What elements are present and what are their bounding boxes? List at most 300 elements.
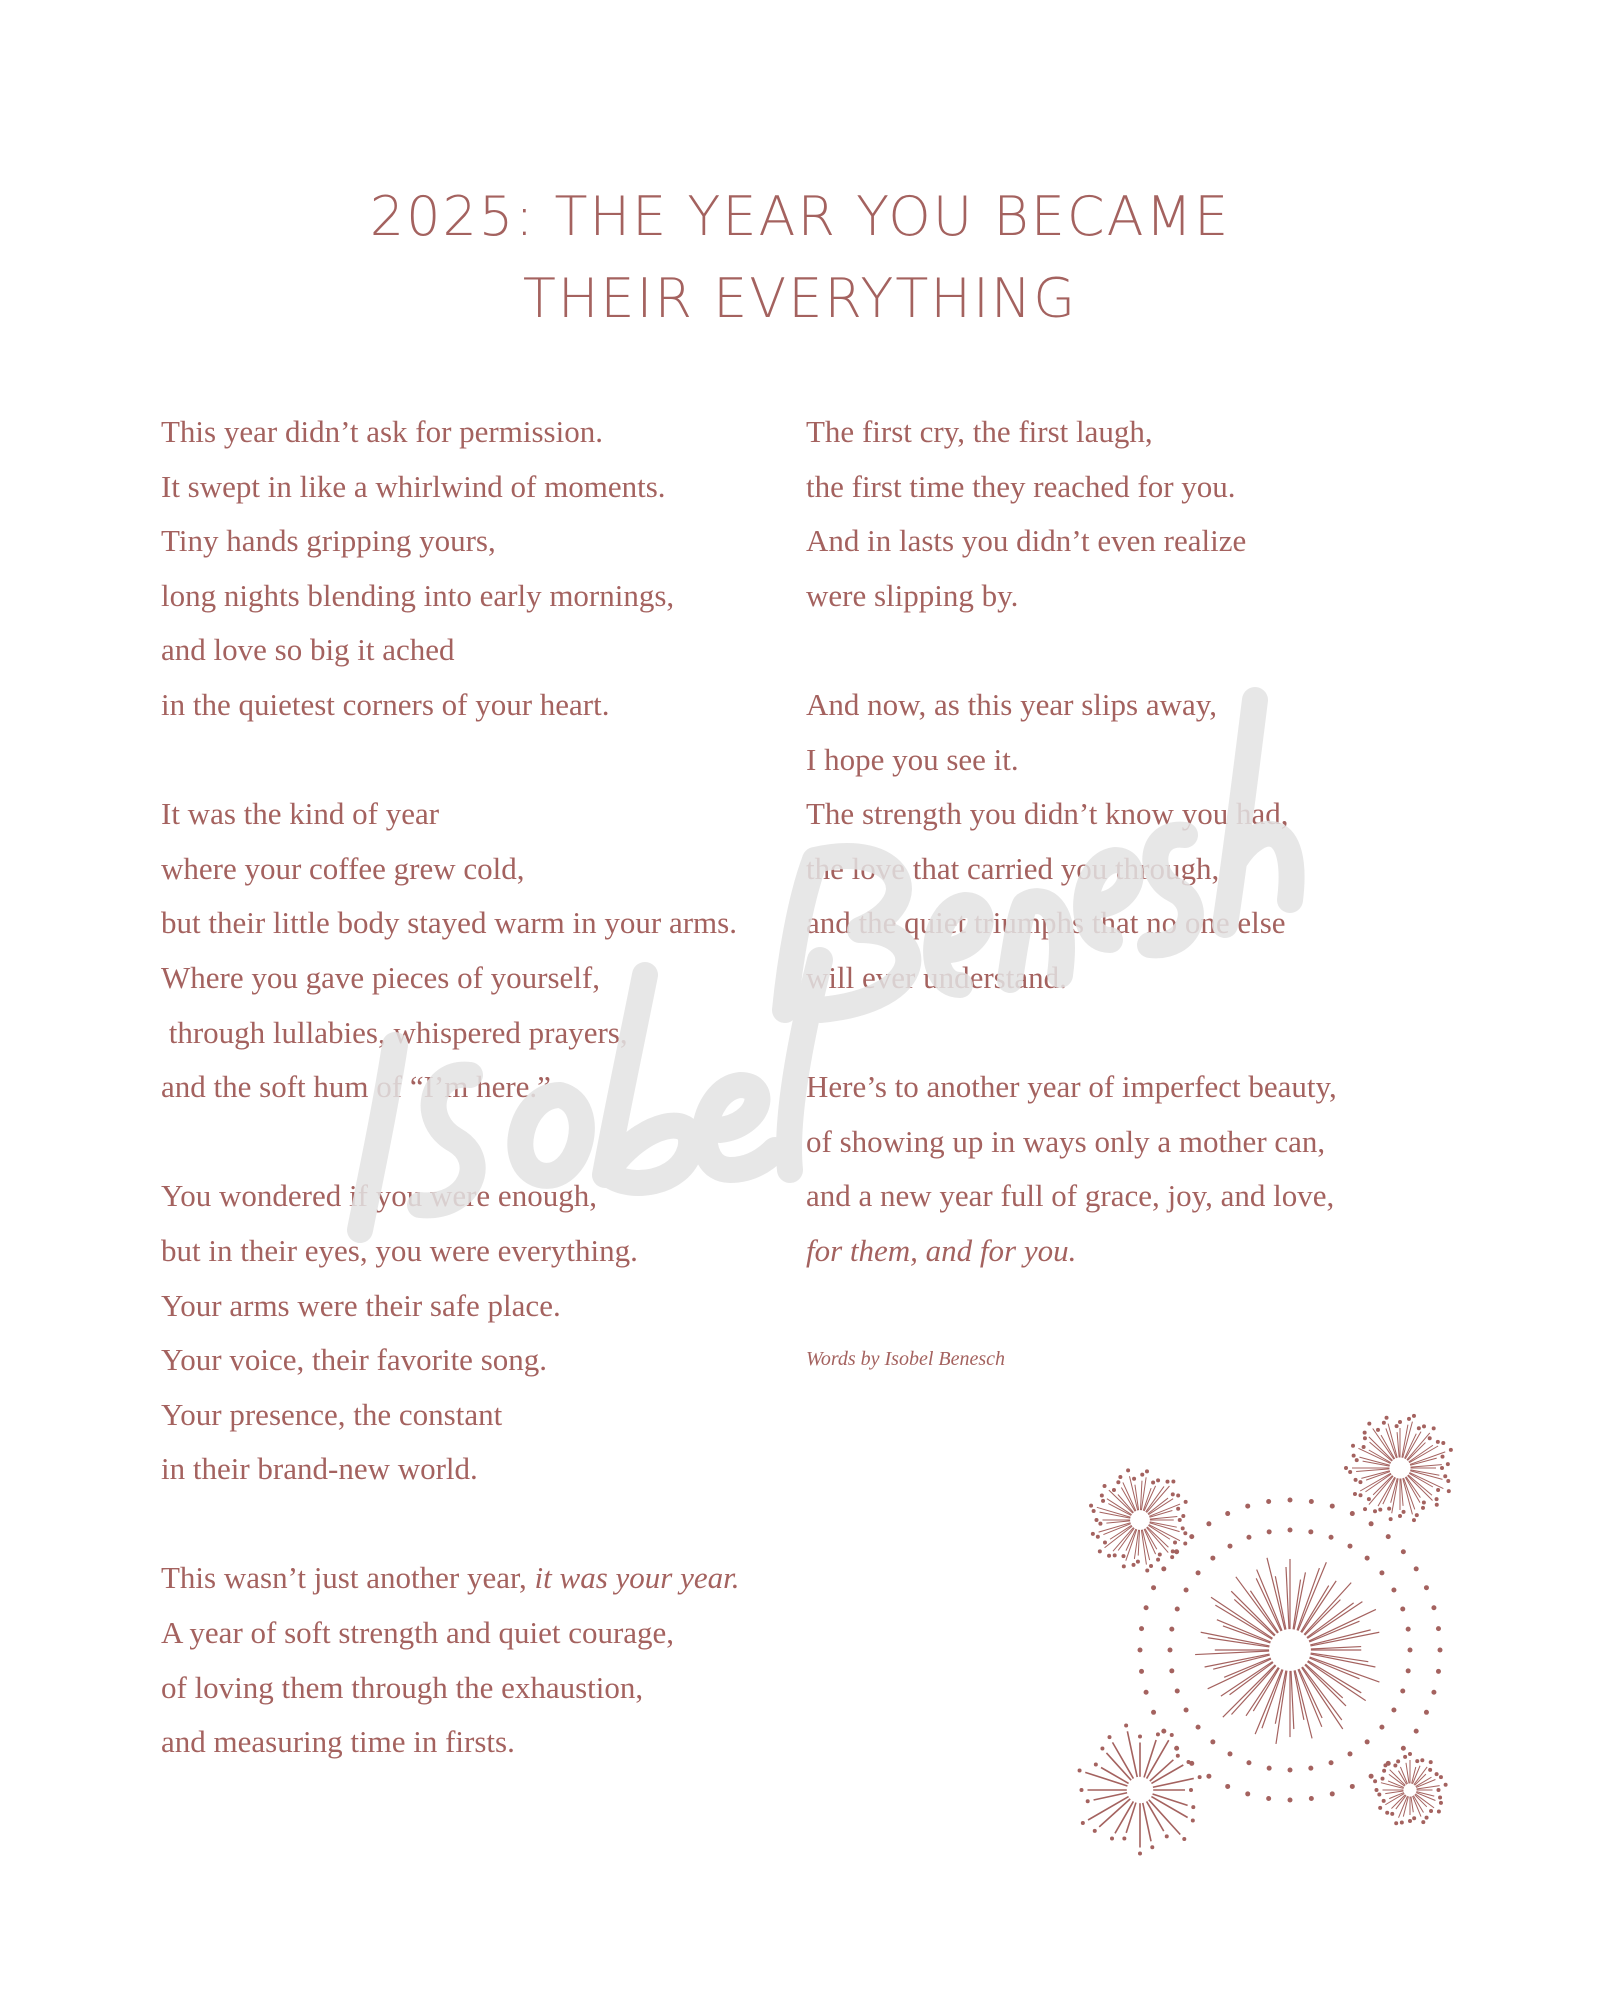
- firework-spark: [1367, 1422, 1371, 1426]
- firework-ray: [1246, 1667, 1278, 1715]
- firework-spark: [1246, 1760, 1251, 1765]
- firework-spark: [1266, 1796, 1271, 1801]
- firework-ray: [1099, 1799, 1130, 1827]
- firework-spark: [1122, 1837, 1126, 1841]
- firework-spark: [1140, 1473, 1144, 1477]
- firework-ray: [1302, 1581, 1337, 1633]
- firework-spark: [1378, 1806, 1382, 1810]
- firework-spark: [1449, 1448, 1453, 1452]
- firework-spark: [1206, 1521, 1211, 1526]
- firework-spark: [1421, 1506, 1425, 1510]
- poem-line: [161, 1551, 801, 1606]
- firework-spark: [1288, 1498, 1293, 1503]
- firework-spark: [1158, 1552, 1162, 1556]
- poem-right-column: [806, 405, 1426, 1333]
- firework-spark: [1184, 1708, 1189, 1713]
- firework-spark: [1424, 1710, 1429, 1715]
- firework-spark: [1266, 1499, 1271, 1504]
- firework-spark: [1144, 1690, 1149, 1695]
- page-title: [0, 176, 1600, 340]
- poem-line: Here’s to another year of imperfect beauty,: [806, 1069, 1337, 1105]
- poem-line: It was the kind of year: [161, 796, 440, 832]
- firework-spark: [1184, 1500, 1188, 1504]
- firework-spark: [1156, 1732, 1160, 1736]
- firework-spark: [1103, 1484, 1107, 1488]
- firework-spark: [1144, 1605, 1149, 1610]
- poem-line: Your voice, their favorite song.: [161, 1342, 548, 1378]
- firework-spark: [1352, 1454, 1356, 1458]
- firework-spark: [1171, 1492, 1175, 1496]
- firework-ray: [1404, 1478, 1415, 1509]
- firework-spark: [1435, 1503, 1439, 1507]
- title-line-2: THEIR EVERYTHING: [522, 267, 1078, 330]
- firework-spark: [1191, 1819, 1195, 1823]
- firework-spark: [1174, 1746, 1179, 1751]
- firework-spark: [1168, 1648, 1173, 1653]
- firework-spark: [1228, 1751, 1233, 1756]
- firework-ray: [1385, 1791, 1403, 1794]
- firework-spark: [1086, 1799, 1090, 1803]
- firework-spark: [1447, 1489, 1451, 1493]
- firework-spark: [1121, 1554, 1125, 1558]
- firework-spark: [1098, 1522, 1102, 1526]
- firework-spark: [1428, 1436, 1432, 1440]
- firework-spark: [1228, 1544, 1233, 1549]
- firework-spark: [1432, 1426, 1436, 1430]
- firework-spark: [1408, 1752, 1412, 1756]
- firework-spark: [1369, 1774, 1374, 1779]
- poem-line: The first cry, the first laugh,: [806, 414, 1153, 449]
- firework-spark: [1175, 1606, 1180, 1611]
- firework-spark: [1116, 1480, 1120, 1484]
- poem-line: will ever understand.: [806, 959, 1067, 995]
- firework-spark: [1395, 1424, 1399, 1428]
- firework-spark: [1138, 1735, 1142, 1739]
- firework-spark: [1429, 1809, 1433, 1813]
- firework-spark: [1437, 1809, 1441, 1813]
- firework-spark: [1100, 1493, 1104, 1497]
- firework-spark: [1436, 1669, 1441, 1674]
- firework-ray: [1148, 1498, 1168, 1514]
- stanza-3: [161, 1169, 801, 1497]
- poem-line: And now, as this year slips away,: [806, 686, 1217, 722]
- poem-line-italic: it was your year.: [534, 1560, 740, 1596]
- firework-spark: [1175, 1689, 1180, 1694]
- firework-spark: [1329, 1760, 1334, 1765]
- poem-line: but in their eyes, you were everything.: [161, 1232, 638, 1268]
- firework-ray: [1144, 1486, 1155, 1511]
- firework-spark: [1441, 1455, 1445, 1459]
- firework-spark: [1408, 1819, 1412, 1823]
- firework-spark: [1108, 1735, 1112, 1739]
- firework-spark: [1156, 1478, 1160, 1482]
- firework-spark: [1377, 1793, 1381, 1797]
- firework-spark: [1438, 1796, 1442, 1800]
- firework-spark: [1189, 1788, 1193, 1792]
- firework-spark: [1107, 1554, 1111, 1558]
- firework-spark: [1424, 1585, 1429, 1590]
- firework-spark: [1385, 1811, 1389, 1815]
- firework-spark: [1415, 1513, 1419, 1517]
- firework-spark: [1446, 1479, 1450, 1483]
- firework-spark: [1078, 1769, 1082, 1773]
- firework-spark: [1381, 1777, 1385, 1781]
- firework-spark: [1139, 1626, 1144, 1631]
- firework-spark: [1367, 1497, 1371, 1501]
- firework-spark: [1184, 1588, 1189, 1593]
- firework-spark: [1136, 1560, 1140, 1564]
- firework-spark: [1092, 1509, 1096, 1513]
- firework-spark: [1350, 1784, 1355, 1789]
- poem-line: the first time they reached for you.: [806, 468, 1236, 504]
- firework-spark: [1093, 1829, 1097, 1833]
- poem-line-italic: for them, and for you.: [806, 1232, 1077, 1268]
- firework-spark: [1412, 1414, 1416, 1418]
- poem-left-column: [161, 405, 801, 1824]
- poem-line: but their little body stayed warm in your arms.: [161, 905, 737, 941]
- firework-spark: [1403, 1755, 1407, 1759]
- firework-spark: [1183, 1541, 1187, 1545]
- firework-ray: [1307, 1662, 1365, 1701]
- firework-spark: [1362, 1445, 1366, 1449]
- firework-spark: [1170, 1733, 1174, 1737]
- firework-spark: [1198, 1775, 1202, 1779]
- poem-line: and a new year full of grace, joy, and love,: [806, 1178, 1335, 1214]
- firework-ray: [1106, 1753, 1131, 1780]
- firework-spark: [1174, 1549, 1179, 1554]
- firework-spark: [1330, 1504, 1335, 1509]
- poem-line: Where you gave pieces of yourself,: [161, 959, 600, 995]
- firework-spark: [1375, 1788, 1379, 1792]
- firework-ray: [1151, 1765, 1183, 1783]
- firework-spark: [1400, 1606, 1405, 1611]
- firework-ray: [1126, 1803, 1136, 1833]
- firework-spark: [1355, 1458, 1359, 1462]
- firework-spark: [1183, 1531, 1187, 1535]
- stanza-7: [806, 1060, 1426, 1278]
- firework-ray: [1294, 1670, 1304, 1719]
- firework-spark: [1095, 1518, 1099, 1522]
- firework-ray: [1397, 1432, 1399, 1457]
- poem-line: Tiny hands gripping yours,: [161, 523, 496, 559]
- firework-spark: [1196, 1570, 1201, 1575]
- firework-ray: [1291, 1671, 1294, 1729]
- firework-spark: [1122, 1564, 1126, 1568]
- firework-spark: [1431, 1690, 1436, 1695]
- firework-spark: [1156, 1558, 1160, 1562]
- firework-spark: [1437, 1788, 1441, 1792]
- firework-spark: [1170, 1555, 1174, 1559]
- firework-spark: [1429, 1760, 1433, 1764]
- firework-spark: [1145, 1469, 1149, 1473]
- firework-spark: [1359, 1493, 1363, 1497]
- firework-spark: [1246, 1535, 1251, 1540]
- firework-spark: [1373, 1509, 1377, 1513]
- poem-line: It swept in like a whirlwind of moments.: [161, 468, 666, 504]
- firework-ray: [1411, 1465, 1442, 1468]
- firework-spark: [1363, 1436, 1367, 1440]
- firework-spark: [1161, 1566, 1166, 1571]
- firework-spark: [1189, 1534, 1194, 1539]
- firework-ray: [1411, 1797, 1413, 1813]
- firework-spark: [1363, 1507, 1367, 1511]
- firework-spark: [1178, 1518, 1182, 1522]
- firework-ray: [1276, 1671, 1287, 1744]
- title-line-1: 2025: THE YEAR YOU BECAME: [369, 185, 1231, 248]
- firework-spark: [1391, 1588, 1396, 1593]
- firework-spark: [1354, 1478, 1358, 1482]
- firework-spark: [1400, 1689, 1405, 1694]
- firework-ray: [1205, 1654, 1270, 1667]
- stanza-5: [806, 405, 1426, 623]
- firework-ray: [1356, 1469, 1389, 1472]
- firework-spark: [1169, 1668, 1174, 1673]
- firework-spark: [1439, 1801, 1443, 1805]
- firework-spark: [1408, 1648, 1413, 1653]
- firework-spark: [1391, 1708, 1396, 1713]
- firework-spark: [1382, 1799, 1386, 1803]
- firework-spark: [1089, 1504, 1093, 1508]
- firework-spark: [1191, 1805, 1195, 1809]
- firework-ray: [1410, 1452, 1445, 1465]
- firework-spark: [1081, 1821, 1085, 1825]
- poem-line: Your arms were their safe place.: [161, 1287, 561, 1323]
- firework-spark: [1382, 1421, 1386, 1425]
- firework-spark: [1173, 1541, 1177, 1545]
- author-credit: Words by Isobel Benesch: [806, 1348, 1006, 1370]
- firework-spark: [1309, 1499, 1314, 1504]
- firework-spark: [1139, 1669, 1144, 1674]
- firework-ray: [1310, 1632, 1379, 1646]
- firework-spark: [1398, 1420, 1402, 1424]
- firework-ray: [1149, 1504, 1180, 1516]
- firework-ray: [1106, 1521, 1130, 1523]
- stanza-6: [806, 678, 1426, 1006]
- firework-spark: [1288, 1768, 1293, 1773]
- firework-spark: [1365, 1739, 1370, 1744]
- firework-ray: [1143, 1803, 1151, 1841]
- firework-spark: [1098, 1549, 1102, 1553]
- firework-spark: [1112, 1488, 1116, 1492]
- firework-spark: [1267, 1529, 1272, 1534]
- firework-spark: [1309, 1796, 1314, 1801]
- firework-spark: [1348, 1470, 1352, 1474]
- poem-line: You wondered if you were enough,: [161, 1178, 597, 1214]
- firework-spark: [1267, 1766, 1272, 1771]
- firework-spark: [1417, 1426, 1421, 1430]
- firework-spark: [1118, 1475, 1122, 1479]
- firework-ray: [1094, 1793, 1128, 1800]
- firework-spark: [1353, 1492, 1357, 1496]
- firework-spark: [1436, 1488, 1440, 1492]
- poem-line: and love so big it ached: [161, 632, 455, 668]
- firework-spark: [1210, 1739, 1215, 1744]
- firework-spark: [1101, 1499, 1105, 1503]
- firework-spark: [1348, 1751, 1353, 1756]
- firework-spark: [1415, 1759, 1419, 1763]
- poem-line: And in lasts you didn’t even realize: [806, 523, 1247, 559]
- firework-spark: [1387, 1507, 1391, 1511]
- poem-line: Your presence, the constant: [161, 1396, 503, 1432]
- poem-line: of showing up in ways only a mother can,: [806, 1123, 1326, 1159]
- firework-spark: [1439, 1775, 1443, 1779]
- firework-spark: [1126, 1468, 1130, 1472]
- firework-spark: [1206, 1774, 1211, 1779]
- firework-ray: [1401, 1479, 1403, 1506]
- firework-spark: [1138, 1648, 1143, 1653]
- firework-spark: [1369, 1521, 1374, 1526]
- firework-spark: [1435, 1497, 1439, 1501]
- firework-spark: [1385, 1416, 1389, 1420]
- firework-spark: [1196, 1725, 1201, 1730]
- poem-line: A year of soft strength and quiet courage,: [161, 1615, 675, 1651]
- firework-spark: [1150, 1845, 1154, 1849]
- firework-spark: [1373, 1779, 1377, 1783]
- firework-spark: [1412, 1518, 1416, 1522]
- firework-spark: [1420, 1758, 1424, 1762]
- firework-ray: [1407, 1443, 1425, 1461]
- firework-spark: [1124, 1723, 1128, 1727]
- firework-spark: [1376, 1428, 1380, 1432]
- firework-spark: [1181, 1526, 1185, 1530]
- firework-spark: [1365, 1556, 1370, 1561]
- stanza-4: [161, 1551, 801, 1769]
- firework-spark: [1378, 1508, 1382, 1512]
- firework-spark: [1358, 1480, 1362, 1484]
- poem-line: This year didn’t ask for permission.: [161, 414, 603, 449]
- firework-spark: [1406, 1668, 1411, 1673]
- firework-spark: [1145, 1568, 1149, 1572]
- firework-spark: [1351, 1444, 1355, 1448]
- firework-spark: [1394, 1821, 1398, 1825]
- firework-ray: [1286, 1567, 1289, 1629]
- firework-spark: [1422, 1501, 1426, 1505]
- firework-spark: [1151, 1480, 1155, 1484]
- firework-spark: [1100, 1746, 1104, 1750]
- poem-line: in their brand-new world.: [161, 1451, 478, 1487]
- firework-spark: [1386, 1534, 1391, 1539]
- firework-spark: [1186, 1760, 1190, 1764]
- firework-spark: [1443, 1474, 1447, 1478]
- firework-spark: [1400, 1820, 1404, 1824]
- poem-line: and the soft hum of “I’m here.”: [161, 1069, 551, 1105]
- firework-spark: [1288, 1528, 1293, 1533]
- poem-line: in the quietest corners of your heart.: [161, 686, 610, 722]
- firework-spark: [1402, 1510, 1406, 1514]
- firework-spark: [1431, 1605, 1436, 1610]
- firework-spark: [1308, 1529, 1313, 1534]
- firework-spark: [1406, 1627, 1411, 1632]
- firework-spark: [1113, 1553, 1117, 1557]
- poem-line-plain: This wasn’t just another year,: [161, 1560, 535, 1596]
- firework-ray: [1223, 1665, 1275, 1717]
- poem-line: of loving them through the exhaustion,: [161, 1669, 644, 1705]
- firework-spark: [1421, 1820, 1425, 1824]
- firework-spark: [1151, 1710, 1156, 1715]
- fireworks-icon: [1060, 1400, 1480, 1870]
- firework-spark: [1393, 1764, 1397, 1768]
- firework-spark: [1169, 1627, 1174, 1632]
- firework-ray: [1101, 1768, 1129, 1784]
- firework-spark: [1288, 1798, 1293, 1803]
- firework-spark: [1132, 1563, 1136, 1567]
- firework-spark: [1407, 1417, 1411, 1421]
- firework-spark: [1379, 1570, 1384, 1575]
- firework-spark: [1166, 1480, 1170, 1484]
- poem-line: I hope you see it.: [806, 741, 1019, 777]
- firework-spark: [1398, 1514, 1402, 1518]
- poem-line: and measuring time in firsts.: [161, 1724, 515, 1760]
- firework-spark: [1245, 1791, 1250, 1796]
- firework-spark: [1414, 1566, 1419, 1571]
- firework-spark: [1149, 1564, 1153, 1568]
- poem-line: and the quiet triumphs that no one else: [806, 905, 1286, 941]
- firework-spark: [1103, 1541, 1107, 1545]
- firework-spark: [1446, 1462, 1450, 1466]
- firework-spark: [1094, 1763, 1098, 1767]
- firework-spark: [1440, 1466, 1444, 1470]
- firework-spark: [1390, 1812, 1394, 1816]
- firework-spark: [1428, 1768, 1432, 1772]
- firework-spark: [1171, 1479, 1175, 1483]
- poem-line: long nights blending into early mornings,: [161, 577, 675, 613]
- firework-spark: [1436, 1626, 1441, 1631]
- firework-spark: [1379, 1725, 1384, 1730]
- stanza-1: [161, 405, 801, 733]
- firework-spark: [1438, 1648, 1443, 1653]
- firework-spark: [1396, 1759, 1400, 1763]
- poem-line: The strength you didn’t know you had,: [806, 796, 1289, 832]
- firework-spark: [1436, 1440, 1440, 1444]
- poem-line: where your coffee grew cold,: [161, 850, 525, 886]
- firework-spark: [1091, 1532, 1095, 1536]
- firework-spark: [1176, 1507, 1180, 1511]
- firework-spark: [1176, 1754, 1180, 1758]
- firework-spark: [1165, 1834, 1169, 1838]
- firework-ray: [1295, 1670, 1312, 1738]
- firework-ray: [1195, 1651, 1269, 1655]
- firework-spark: [1444, 1783, 1448, 1787]
- firework-spark: [1225, 1784, 1230, 1789]
- firework-spark: [1401, 1549, 1406, 1554]
- firework-spark: [1182, 1837, 1186, 1841]
- firework-spark: [1225, 1511, 1230, 1516]
- firework-ray: [1150, 1517, 1177, 1520]
- firework-spark: [1383, 1763, 1387, 1767]
- firework-spark: [1382, 1769, 1386, 1773]
- firework-spark: [1110, 1836, 1114, 1840]
- firework-spark: [1401, 1746, 1406, 1751]
- firework-spark: [1389, 1517, 1393, 1521]
- firework-spark: [1412, 1816, 1416, 1820]
- firework-ray: [1311, 1647, 1361, 1649]
- firework-spark: [1151, 1585, 1156, 1590]
- firework-spark: [1350, 1511, 1355, 1516]
- firework-spark: [1080, 1788, 1084, 1792]
- firework-spark: [1330, 1791, 1335, 1796]
- firework-spark: [1171, 1549, 1175, 1553]
- firework-spark: [1210, 1556, 1215, 1561]
- firework-spark: [1344, 1466, 1348, 1470]
- firework-spark: [1138, 1852, 1142, 1856]
- stanza-2: [161, 787, 801, 1115]
- firework-spark: [1435, 1772, 1439, 1776]
- firework-spark: [1176, 1493, 1180, 1497]
- firework-spark: [1329, 1535, 1334, 1540]
- firework-spark: [1422, 1424, 1426, 1428]
- poem-line: through lullabies, whispered prayers,: [161, 1014, 628, 1050]
- firework-spark: [1096, 1535, 1100, 1539]
